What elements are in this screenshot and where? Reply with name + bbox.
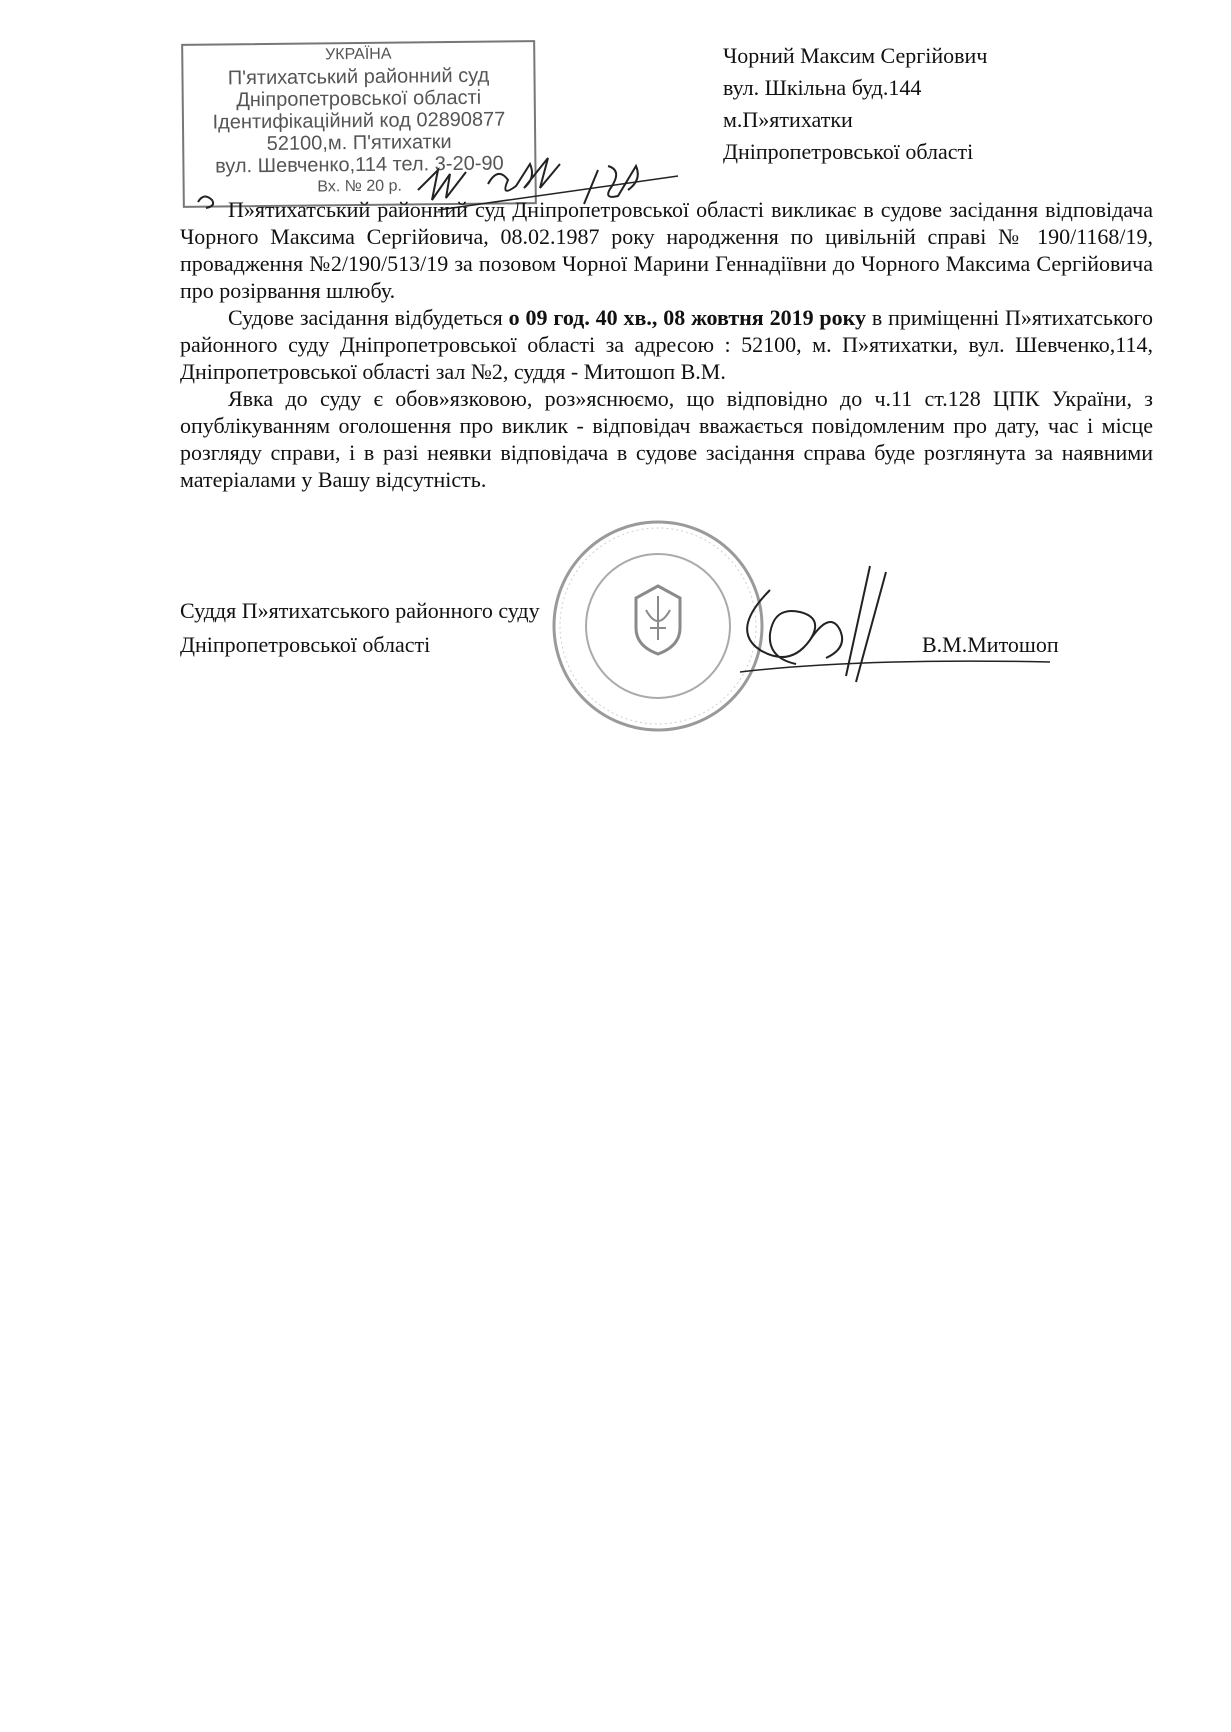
stamp-line: вул. Шевченко,114 тел. 3-20-90 bbox=[215, 152, 504, 178]
stamp-line: 52100,м. П'ятихатки bbox=[266, 131, 452, 155]
addressee-region: Дніпропетровської області bbox=[723, 139, 974, 164]
stamp-line: УКРАЇНА bbox=[324, 45, 392, 64]
stamp-line: Ідентифікаційний код 02890877 bbox=[212, 108, 506, 134]
stamp-line: П'ятихатський районний суд bbox=[227, 64, 490, 90]
judge-title-line1: Суддя П»ятихатського районного суду bbox=[180, 598, 540, 623]
addressee-street: вул. Шкільна буд.144 bbox=[723, 75, 922, 100]
judge-name: В.М.Митошоп bbox=[922, 632, 1059, 657]
judge-title-line2: Дніпропетровської області bbox=[180, 632, 431, 657]
stamp-line: Дніпропетровської області bbox=[236, 86, 482, 112]
summons-body bbox=[180, 196, 1153, 493]
signature-block bbox=[180, 594, 540, 662]
paragraph-summons: П»ятихатський районний суд Дніпропетровської області викликає в судове засідання відповідача Чорного Максима Сергійовича, 08.02.1987 року народження по цивільній справі № 190/1168/19, провадження №2/190/513/19 за позовом Чорної Марини Геннадіївни до Чорного Максима Сергійовича про розірвання шлюбу. bbox=[180, 197, 1153, 303]
judge-signature bbox=[700, 560, 1060, 690]
paragraph-hearing bbox=[180, 304, 1153, 385]
paragraph-attendance: Явка до суду є обов»язковою, роз»яснюємо, що відповідно до ч.11 ст.128 ЦПК України, з опублікуванням оголошення про виклик - відповідач вважається повідомленим про дату, час і місце розгляду справи, і в разі неявки відповідача в судове засідання справа буде розглянута за наявними матеріалами у Вашу відсутність. bbox=[180, 386, 1153, 492]
hearing-text-end: в приміщенні П»ятихатського районного суду Дніпропетровської області за адресою : 52100, м. П»ятихатки, вул. Шевченко,114, Дніпропетровської області зал №2, суддя - Митошоп В.М. bbox=[180, 305, 1153, 384]
addressee-block bbox=[723, 40, 1143, 168]
stamp-line: Вх. № 20 р. bbox=[317, 177, 403, 196]
hearing-text-start: Судове засідання відбудеться bbox=[228, 305, 509, 330]
addressee-city: м.П»ятихатки bbox=[723, 107, 853, 132]
hearing-date-time: о 09 год. 40 хв., 08 жовтня 2019 року bbox=[508, 305, 867, 330]
addressee-name: Чорний Максим Сергійович bbox=[723, 43, 988, 68]
